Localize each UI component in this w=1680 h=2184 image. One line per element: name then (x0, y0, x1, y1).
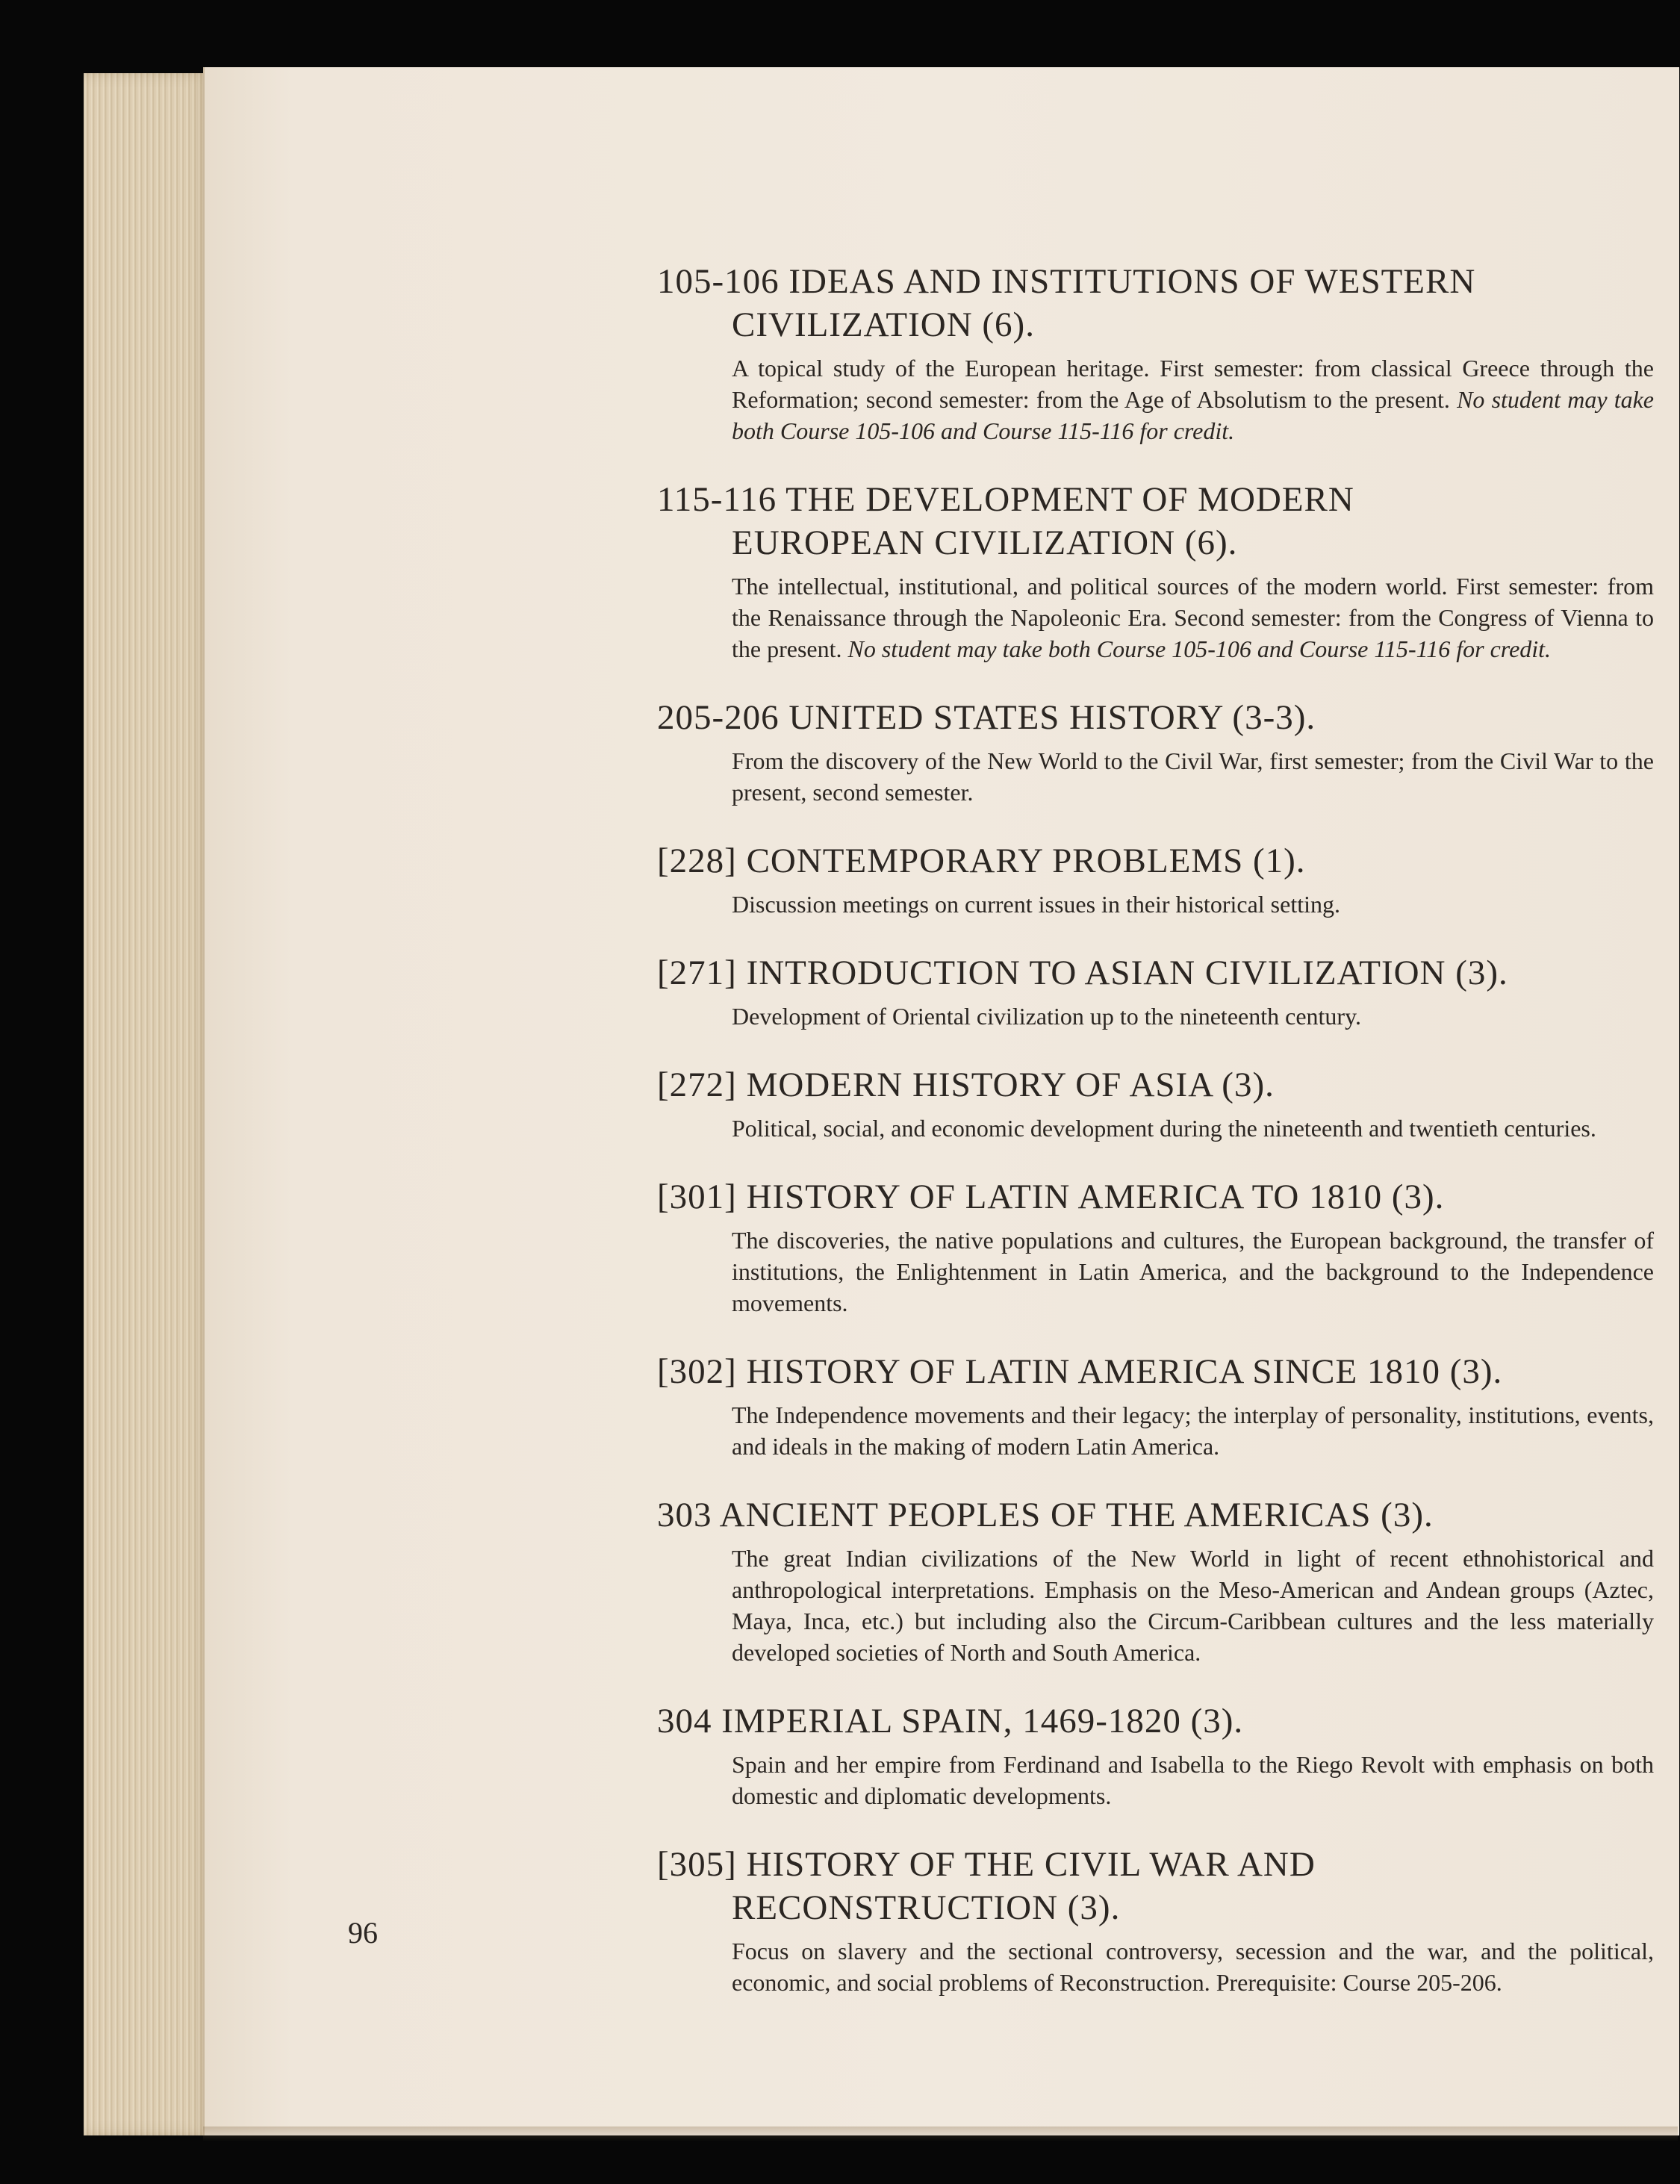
course-heading (657, 1843, 1654, 1886)
page-shadow (203, 2127, 1678, 2141)
course-description-text: Discussion meetings on current issues in their historical setting. (732, 891, 1340, 918)
course-description-text: A topical study of the European heritage. First semester: from classical Greece through the Reformation; second semester: from the Age of Absolutism to the present. (732, 355, 1654, 413)
course-description (665, 1935, 1654, 1998)
course-description-text: The Independence movements and their legacy; the interplay of personality, institutions, events, and ideals in the making of modern Latin America. (732, 1401, 1654, 1460)
course-title: HISTORY OF LATIN AMERICA SINCE 1810 (3). (746, 1352, 1503, 1391)
course-description-text: The discoveries, the native populations and cultures, the European background, the transfer of institutions, the Enlightenment in Latin America, and the background to the Independence movements. (732, 1227, 1654, 1316)
course-code: 303 (657, 1496, 712, 1534)
course-entry (657, 1843, 1654, 1998)
course-code: 304 (657, 1702, 712, 1740)
course-code: [302] (657, 1352, 737, 1391)
course-title: MODERN HISTORY OF ASIA (3). (746, 1065, 1275, 1104)
course-entry (657, 951, 1654, 1032)
course-description-text: Development of Oriental civilization up to the nineteenth century. (732, 1003, 1361, 1030)
course-list (657, 260, 1655, 2029)
course-heading (657, 1175, 1654, 1219)
book-page-edges (84, 73, 211, 2135)
course-heading (657, 1493, 1654, 1537)
course-description-text: Focus on slavery and the sectional controversy, secession and the war, and the political, economic, and social problems of Reconstruction. Prerequisite: Course 205-206. (732, 1938, 1654, 1996)
course-title: CONTEMPORARY PROBLEMS (1). (746, 841, 1306, 880)
course-code: [301] (657, 1177, 737, 1216)
course-description (665, 1225, 1654, 1319)
course-description (665, 1113, 1654, 1144)
course-title: ANCIENT PEOPLES OF THE AMERICAS (3). (719, 1496, 1434, 1534)
course-heading (657, 478, 1654, 521)
course-description-text: The intellectual, institutional, and political sources of the modern world. First semester: from the Renaissance through the Napoleonic Era. Second semester: from the Congress of Vienna to the present. (732, 573, 1654, 662)
course-title-continued: RECONSTRUCTION (3). (732, 1888, 1121, 1927)
course-description-text: Political, social, and economic development during the nineteenth and twentieth centuries. (732, 1115, 1596, 1142)
course-entry (657, 696, 1654, 808)
course-entry (657, 839, 1654, 920)
course-entry (657, 1493, 1654, 1668)
course-code: 115-116 (657, 480, 777, 519)
course-description (665, 1543, 1654, 1668)
course-description (665, 1399, 1654, 1462)
course-description (665, 889, 1654, 920)
course-description (665, 1001, 1654, 1032)
course-heading (657, 839, 1654, 883)
course-note: No student may take both Course 105-106 and Course 115-116 for credit. (732, 386, 1655, 444)
course-description-text: Spain and her empire from Ferdinand and Isabella to the Riego Revolt with emphasis on both domestic and diplomatic developments. (732, 1751, 1654, 1809)
course-code: 205-206 (657, 698, 780, 737)
course-description (665, 745, 1654, 808)
course-entry (657, 1063, 1654, 1144)
course-title: HISTORY OF LATIN AMERICA TO 1810 (3). (746, 1177, 1445, 1216)
course-entry (657, 478, 1654, 665)
course-description (665, 352, 1654, 447)
course-title: HISTORY OF THE CIVIL WAR AND (746, 1845, 1316, 1884)
course-heading (657, 260, 1654, 303)
course-heading (657, 1699, 1654, 1743)
course-entry (657, 1350, 1654, 1462)
course-title: THE DEVELOPMENT OF MODERN (785, 480, 1354, 519)
course-heading (657, 951, 1654, 995)
course-description-text: From the discovery of the New World to the Civil War, first semester; from the Civil War to the present, second semester. (732, 747, 1654, 806)
course-code: 105-106 (657, 262, 780, 301)
course-heading (657, 1350, 1654, 1393)
course-heading (657, 1063, 1654, 1107)
page-number: 96 (348, 1916, 378, 1950)
course-title-continued: CIVILIZATION (6). (732, 305, 1035, 344)
course-code: [271] (657, 953, 737, 992)
course-title: UNITED STATES HISTORY (3-3). (788, 698, 1316, 737)
course-code: [272] (657, 1065, 737, 1104)
course-entry (657, 260, 1655, 447)
course-title: IMPERIAL SPAIN, 1469-1820 (3). (721, 1702, 1244, 1740)
course-code: [305] (657, 1845, 737, 1884)
course-note: No student may take both Course 105-106 and Course 115-116 for credit. (847, 635, 1552, 662)
course-entry (657, 1175, 1654, 1319)
course-description-text: The great Indian civilizations of the New World in light of recent ethnohistorical and anthropological interpretations. Emphasis on the Meso-American and Andean groups (Aztec, Maya, Inca, etc.) but including also the Circum-Caribbean cultures and the less materially developed societies of North and South America. (732, 1545, 1654, 1666)
course-title-continued: EUROPEAN CIVILIZATION (6). (732, 523, 1238, 562)
course-description (665, 1749, 1654, 1811)
course-title: INTRODUCTION TO ASIAN CIVILIZATION (3). (746, 953, 1508, 992)
course-code: [228] (657, 841, 737, 880)
course-heading (657, 696, 1654, 739)
course-title: IDEAS AND INSTITUTIONS OF WESTERN (788, 262, 1476, 301)
course-entry (657, 1699, 1654, 1811)
course-description (665, 570, 1654, 665)
